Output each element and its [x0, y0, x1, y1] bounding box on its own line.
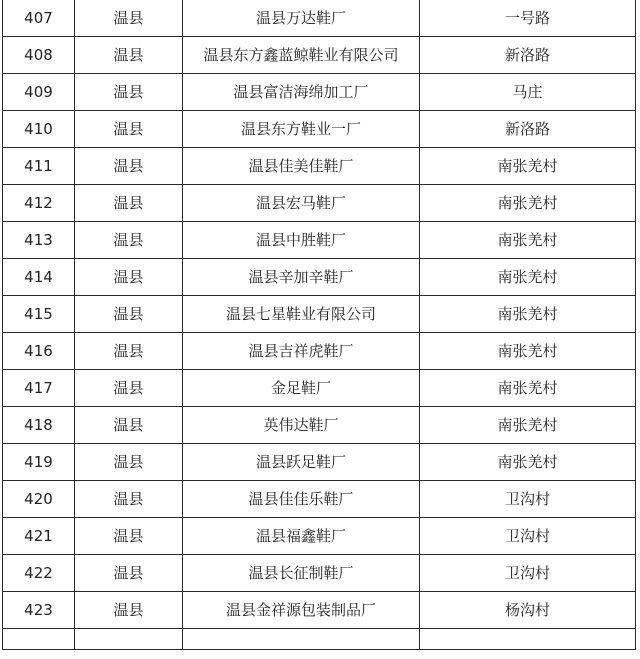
table-row [3, 185, 636, 222]
row-number-cell: 407 [3, 0, 75, 37]
address-cell: 南张羌村 [420, 370, 636, 407]
company-name-cell: 温县七星鞋业有限公司 [183, 296, 420, 333]
table-row [3, 259, 636, 296]
table-row-cut-off [3, 629, 636, 650]
address-cell: 南张羌村 [420, 296, 636, 333]
address-cell: 南张羌村 [420, 444, 636, 481]
row-number-cell: 418 [3, 407, 75, 444]
company-name-cell: 英伟达鞋厂 [183, 407, 420, 444]
address-cell: 南张羌村 [420, 407, 636, 444]
table-row [3, 518, 636, 555]
row-number-cell: 413 [3, 222, 75, 259]
table-row [3, 37, 636, 74]
table-row [3, 555, 636, 592]
table-row [3, 111, 636, 148]
company-name-cell: 温县佳佳乐鞋厂 [183, 481, 420, 518]
county-cell: 温县 [75, 185, 183, 222]
table-row [3, 333, 636, 370]
empty-cell [75, 629, 183, 650]
company-name-cell: 温县长征制鞋厂 [183, 555, 420, 592]
address-cell: 南张羌村 [420, 259, 636, 296]
table-row [3, 148, 636, 185]
county-cell: 温县 [75, 111, 183, 148]
county-cell: 温县 [75, 222, 183, 259]
empty-cell [183, 629, 420, 650]
row-number-cell: 415 [3, 296, 75, 333]
row-number-cell: 409 [3, 74, 75, 111]
table-row [3, 370, 636, 407]
county-cell: 温县 [75, 37, 183, 74]
row-number-cell: 412 [3, 185, 75, 222]
county-cell: 温县 [75, 592, 183, 629]
table-row [3, 222, 636, 259]
company-name-cell: 温县东方鞋业一厂 [183, 111, 420, 148]
county-cell: 温县 [75, 74, 183, 111]
address-cell: 南张羌村 [420, 222, 636, 259]
address-cell: 一号路 [420, 0, 636, 37]
county-cell: 温县 [75, 481, 183, 518]
company-name-cell: 温县东方鑫蓝鲸鞋业有限公司 [183, 37, 420, 74]
address-cell: 卫沟村 [420, 518, 636, 555]
address-cell: 南张羌村 [420, 148, 636, 185]
county-cell: 温县 [75, 555, 183, 592]
address-cell: 新洛路 [420, 111, 636, 148]
county-cell: 温县 [75, 407, 183, 444]
company-name-cell: 温县跃足鞋厂 [183, 444, 420, 481]
company-name-cell: 温县万达鞋厂 [183, 0, 420, 37]
row-number-cell: 416 [3, 333, 75, 370]
company-name-cell: 温县富洁海绵加工厂 [183, 74, 420, 111]
address-cell: 杨沟村 [420, 592, 636, 629]
empty-cell [420, 629, 636, 650]
row-number-cell: 408 [3, 37, 75, 74]
county-cell: 温县 [75, 148, 183, 185]
company-name-cell: 温县福鑫鞋厂 [183, 518, 420, 555]
row-number-cell: 420 [3, 481, 75, 518]
row-number-cell: 414 [3, 259, 75, 296]
county-cell: 温县 [75, 333, 183, 370]
address-cell: 南张羌村 [420, 185, 636, 222]
table-row [3, 296, 636, 333]
address-cell: 南张羌村 [420, 333, 636, 370]
county-cell: 温县 [75, 0, 183, 37]
company-name-cell: 金足鞋厂 [183, 370, 420, 407]
company-name-cell: 温县宏马鞋厂 [183, 185, 420, 222]
address-cell: 卫沟村 [420, 481, 636, 518]
row-number-cell: 410 [3, 111, 75, 148]
county-cell: 温县 [75, 444, 183, 481]
row-number-cell: 411 [3, 148, 75, 185]
factory-table [2, 0, 636, 650]
row-number-cell: 419 [3, 444, 75, 481]
row-number-cell: 421 [3, 518, 75, 555]
factory-table-body [3, 0, 636, 650]
company-name-cell: 温县金祥源包装制品厂 [183, 592, 420, 629]
row-number-cell: 417 [3, 370, 75, 407]
company-name-cell: 温县佳美佳鞋厂 [183, 148, 420, 185]
county-cell: 温县 [75, 259, 183, 296]
table-row [3, 0, 636, 37]
company-name-cell: 温县吉祥虎鞋厂 [183, 333, 420, 370]
company-name-cell: 温县辛加辛鞋厂 [183, 259, 420, 296]
county-cell: 温县 [75, 370, 183, 407]
county-cell: 温县 [75, 296, 183, 333]
address-cell: 卫沟村 [420, 555, 636, 592]
empty-cell [3, 629, 75, 650]
row-number-cell: 422 [3, 555, 75, 592]
table-row [3, 407, 636, 444]
address-cell: 马庄 [420, 74, 636, 111]
table-row [3, 592, 636, 629]
table-row [3, 481, 636, 518]
county-cell: 温县 [75, 518, 183, 555]
table-row [3, 74, 636, 111]
company-name-cell: 温县中胜鞋厂 [183, 222, 420, 259]
table-row [3, 444, 636, 481]
address-cell: 新洛路 [420, 37, 636, 74]
row-number-cell: 423 [3, 592, 75, 629]
